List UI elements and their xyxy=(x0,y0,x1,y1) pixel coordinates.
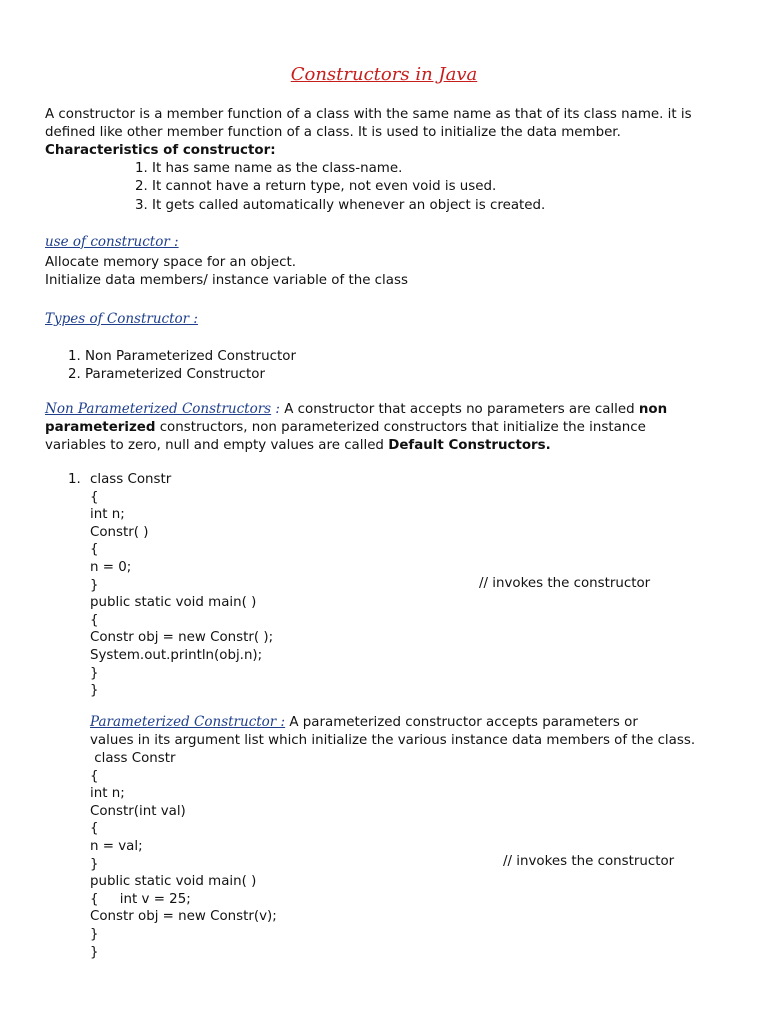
non-param-heading: Non Parameterized Constructors xyxy=(45,401,272,417)
code-line: n = val; xyxy=(90,838,143,854)
non-param-text-b: constructors, non parameterized constructors that initialize the instance xyxy=(155,420,646,435)
code-line: } xyxy=(90,926,99,942)
non-param-bold-a: non xyxy=(638,402,668,417)
example2-comment: // invokes the constructor xyxy=(503,854,675,869)
code-line: } xyxy=(90,577,99,593)
code-line: class Constr xyxy=(90,472,172,487)
code-line: System.out.println(obj.n); xyxy=(90,647,263,663)
use-line: Initialize data members/ instance variable of the class xyxy=(45,273,408,288)
non-param-line-2 xyxy=(45,419,646,437)
code-line: { xyxy=(90,542,99,558)
use-line: Allocate memory space for an object. xyxy=(45,255,296,270)
page-title: Constructors in Java xyxy=(290,64,478,85)
non-param-colon: : xyxy=(271,401,280,417)
types-item: 2. Parameterized Constructor xyxy=(68,367,266,382)
non-param-bold-b: parameterized xyxy=(45,420,156,435)
example2-code xyxy=(90,750,277,961)
code-line: Constr(int val) xyxy=(90,803,186,819)
code-line: Constr obj = new Constr(v); xyxy=(90,909,277,925)
types-heading: Types of Constructor : xyxy=(45,311,198,327)
code-line: { xyxy=(90,612,99,628)
code-line: class Constr xyxy=(90,751,176,766)
param-heading: Parameterized Constructor : xyxy=(90,714,286,730)
code-line: { xyxy=(90,768,99,784)
code-line: } xyxy=(90,856,99,872)
characteristics-item: 2. It cannot have a return type, not even void is used. xyxy=(135,179,497,194)
characteristics-item: 3. It gets called automatically whenever an object is created. xyxy=(135,198,546,213)
code-line: Constr obj = new Constr( ); xyxy=(90,630,274,646)
code-line: } xyxy=(90,665,99,681)
example1-code xyxy=(90,471,273,700)
types-item: 1. Non Parameterized Constructor xyxy=(68,349,296,364)
code-line: int n; xyxy=(90,507,125,523)
example1-comment: // invokes the constructor xyxy=(479,576,651,591)
intro-line-1: A constructor is a member function of a class with the same name as that of its class name. it is xyxy=(45,107,692,122)
param-text-a: A parameterized constructor accepts parameters or xyxy=(285,715,638,730)
non-param-line-3 xyxy=(45,437,551,455)
code-line: { xyxy=(90,821,99,837)
non-param-text-c: variables to zero, null and empty values are called xyxy=(45,438,389,453)
code-line: public static void main( ) xyxy=(90,595,257,611)
characteristics-item: 1. It has same name as the class-name. xyxy=(135,161,403,176)
non-param-bold-c: Default Constructors. xyxy=(388,438,551,453)
code-line: int n; xyxy=(90,786,125,802)
code-line: } xyxy=(90,944,99,960)
code-line: { int v = 25; xyxy=(90,891,191,907)
code-line: Constr( ) xyxy=(90,524,149,540)
code-line: public static void main( ) xyxy=(90,874,257,890)
use-heading: use of constructor : xyxy=(45,234,179,250)
code-line: { xyxy=(90,489,99,505)
param-line-1 xyxy=(90,714,638,732)
characteristics-heading: Characteristics of constructor: xyxy=(45,143,276,158)
intro-line-2: defined like other member function of a class. It is used to initialize the data member. xyxy=(45,125,621,140)
param-line-2: values in its argument list which initialize the various instance data members of the class. xyxy=(90,733,696,748)
non-param-line-1 xyxy=(45,401,667,419)
code-line: n = 0; xyxy=(90,559,132,575)
non-param-text-a: A constructor that accepts no parameters are called xyxy=(279,402,639,417)
example1-number: 1. xyxy=(68,472,81,487)
code-line: } xyxy=(90,683,99,699)
